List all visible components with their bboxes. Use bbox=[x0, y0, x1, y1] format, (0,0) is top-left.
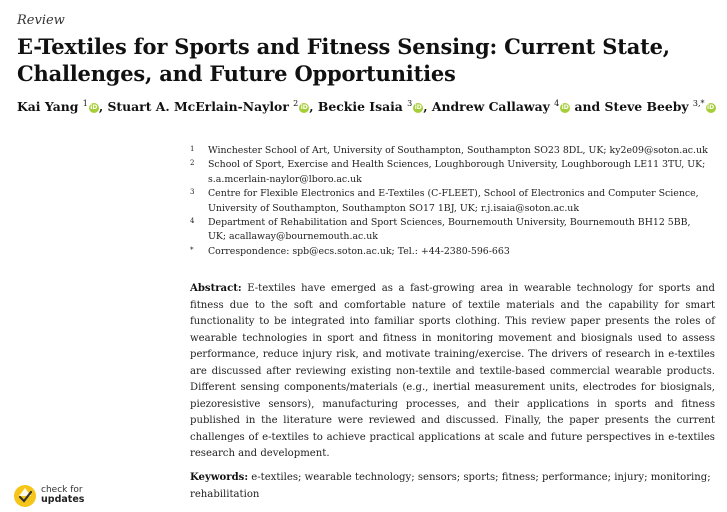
abstract-text: E-textiles have emerged as a fast-growing area in wearable technology for sports and fitness due to the soft and comfortable nature of textile materials and the capability for smart functionality to be integrated into familiar sports clothing. This review paper presents the roles of wearable technologies in sport and fitness in monitoring movement and biosignals used to assess performance, reduce injury risk, and motivate training/exercise. The drivers of research in e-textiles are discussed after reviewing existing non-textile and textile-based commercial wearable products. Different sensing components/materials (e.g., inertial measurement units, electrodes for biosignals, piezoresistive sensors), manufacturing processes, and their applications in sports and fitness published in the literature were reviewed and discussed. Finally, the paper presents the current challenges of e-textiles to achieve practical applications at scale and future perspectives in e-textiles research and development. bbox=[190, 283, 715, 459]
affiliation-item bbox=[190, 158, 710, 187]
author-separator: and bbox=[570, 99, 605, 114]
author-name: Andrew Callaway bbox=[431, 99, 555, 114]
affiliation-item bbox=[190, 187, 710, 216]
author-affiliation-number: 3 bbox=[407, 99, 413, 108]
affiliations bbox=[190, 144, 710, 259]
affiliation-number: 1 bbox=[190, 145, 195, 153]
orcid-icon[interactable]: iD bbox=[414, 104, 422, 111]
author-affiliation-number: 1 bbox=[82, 99, 88, 108]
author-separator: , bbox=[98, 99, 108, 114]
keywords bbox=[190, 470, 715, 503]
orcid-icon[interactable]: iD bbox=[90, 104, 98, 111]
affiliation-text: School of Sport, Exercise and Health Sciences, Loughborough University, Loughborough LE11 3TU, UK; s.a.mcerlain-naylor@lboro.ac.uk bbox=[208, 159, 706, 185]
author-affiliation-number: 2 bbox=[293, 99, 299, 108]
affiliation-item bbox=[190, 245, 710, 259]
abstract-label: Abstract: bbox=[190, 283, 242, 294]
author-name: Kai Yang bbox=[17, 99, 83, 114]
orcid-icon[interactable]: iD bbox=[707, 104, 715, 111]
check-for-updates-icon bbox=[13, 484, 37, 508]
keywords-text: e-textiles; wearable technology; sensors; sports; fitness; performance; injury; monitoring; rehabilitation bbox=[190, 472, 711, 500]
author-name: Stuart A. McErlain-Naylor bbox=[107, 99, 294, 114]
author-separator: , bbox=[423, 99, 432, 114]
affiliation-number: 4 bbox=[190, 217, 195, 226]
check-for-updates-badge[interactable] bbox=[13, 484, 113, 508]
author-name: Beckie Isaia bbox=[317, 99, 408, 114]
affiliation-number: 2 bbox=[190, 159, 195, 168]
author-list bbox=[17, 99, 717, 114]
article-type: Review bbox=[17, 13, 65, 28]
author-affiliation-number: 4 bbox=[554, 99, 560, 108]
affiliation-number: * bbox=[190, 245, 194, 254]
orcid-icon[interactable]: iD bbox=[561, 104, 569, 111]
affiliation-text: Centre for Flexible Electronics and E-Textiles (C-FLEET), School of Electronics and Computer Science, University of Southampton, Southampton SO17 1BJ, UK; r.j.isaia@soton.ac.uk bbox=[208, 188, 699, 214]
affiliation-text: Correspondence: spb@ecs.soton.ac.uk; Tel.: +44-2380-596-663 bbox=[208, 245, 510, 257]
abstract bbox=[190, 281, 715, 463]
keywords-label: Keywords: bbox=[190, 472, 249, 483]
affiliation-number: 3 bbox=[190, 188, 195, 197]
affiliation-item bbox=[190, 144, 710, 158]
author-separator: , bbox=[309, 99, 318, 114]
author-name: Steve Beeby bbox=[604, 99, 693, 114]
orcid-icon[interactable]: iD bbox=[300, 104, 308, 111]
affiliation-item bbox=[190, 216, 710, 245]
check-for-label: check for bbox=[41, 485, 83, 495]
author-affiliation-number: 3,* bbox=[692, 99, 705, 108]
paper-title: E-Textiles for Sports and Fitness Sensing: Current State, Challenges, and Future Opportunities bbox=[17, 34, 670, 86]
affiliation-text: Winchester School of Art, University of Southampton, Southampton SO23 8DL, UK; ky2e09@soton.ac.uk bbox=[208, 145, 708, 156]
affiliation-text: Department of Rehabilitation and Sport Sciences, Bournemouth University, Bournemouth BH12 5BB, UK; acallaway@bournemouth.ac.uk bbox=[208, 217, 691, 243]
updates-label: updates bbox=[41, 494, 85, 505]
